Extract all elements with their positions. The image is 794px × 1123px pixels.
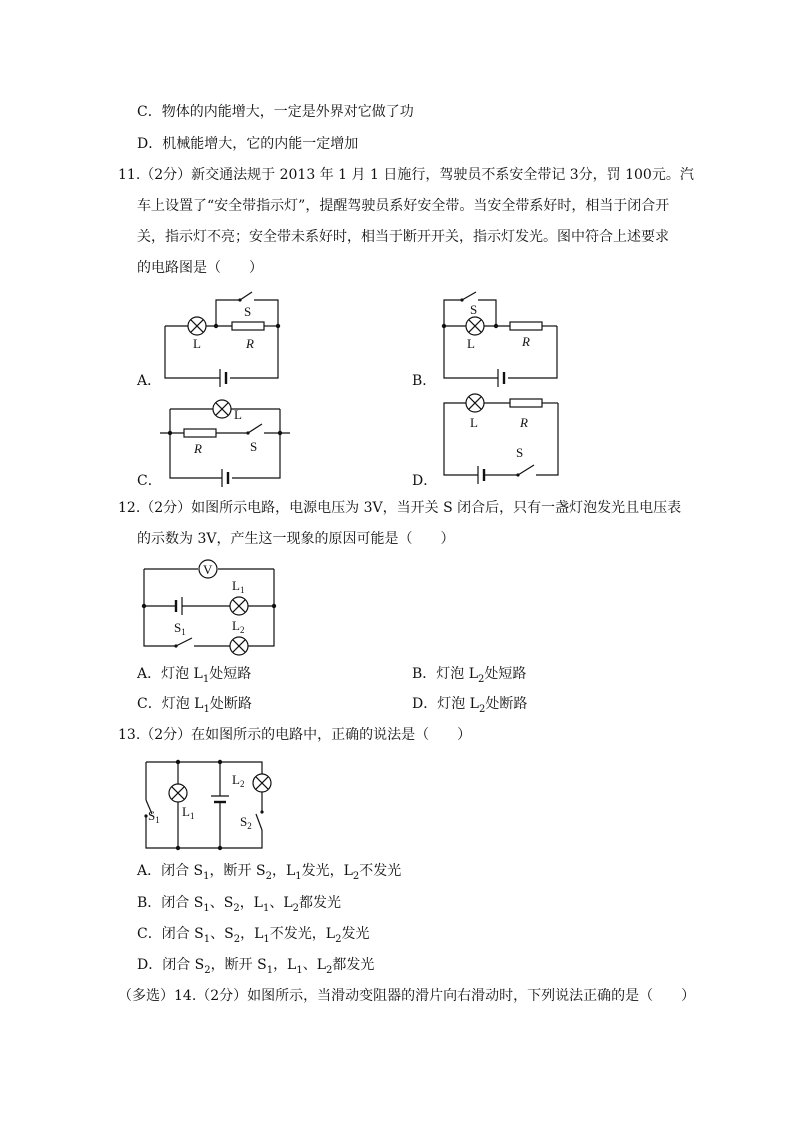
lamp-label: L [234, 407, 242, 422]
q11-stem-line4: 的电路图是（ ） [137, 260, 263, 276]
switch-label: S [516, 445, 524, 460]
q11-circuit-c [160, 393, 290, 488]
switch-label: S [470, 302, 478, 317]
q11-stem-line1: 11.（2分）新交通法规于 2013 年 1 月 1 日施行，驾驶员不系安全带记 3分，罚 100元。汽 [118, 167, 694, 183]
q12-stem-line2: 的示数为 3V，产生这一现象的原因可能是（ ） [137, 531, 455, 547]
q13-option-c: C．闭合 $S_1$、$S_2$，$L_1$不发光，$L_2$发光 [137, 926, 370, 945]
lamp-l2-label: $L_2$ [232, 772, 245, 789]
q13-stem-line1: 13.（2分）在如图所示的电路中，正确的说法是（ ） [118, 727, 472, 743]
resistor-label: R [520, 415, 528, 430]
q11-circuit-a [160, 290, 290, 385]
q11-label-a: A． [137, 373, 162, 389]
resistor-label: R [246, 336, 254, 351]
switch-s1-label: $S_1$ [174, 620, 186, 637]
lamp-l1-label: $L_1$ [232, 578, 245, 595]
q12-circuit [140, 556, 280, 656]
q11-label-b: B． [412, 373, 437, 389]
q13-option-d: D．闭合 $S_2$，断开 $S_1$，$L_1$、$L_2$都发光 [137, 957, 375, 976]
resistor-label: R [522, 334, 530, 349]
q14-stem-line1: （多选）14.（2分）如图所示，当滑动变阻器的滑片向右滑动时，下列说法正确的是（ ） [118, 988, 696, 1004]
lamp-l2-label: $L_2$ [232, 618, 245, 635]
q11-circuit-b [440, 290, 570, 385]
q10-option-c: C．物体的内能增大，一定是外界对它做了功 [137, 104, 414, 120]
lamp-l1-label: $L_1$ [182, 804, 195, 821]
q10-option-d: D．机械能增大，它的内能一定增加 [137, 136, 359, 152]
switch-s1-label: $S_1$ [148, 808, 160, 825]
q11-circuit-d [440, 393, 570, 488]
voltmeter-label: V [203, 562, 213, 577]
switch-label: S [250, 439, 258, 454]
q13-option-a: A．闭合 $S_1$，断开 $S_2$，$L_1$发光，$L_2$不发光 [137, 863, 402, 882]
q12-option-c: C．灯泡 $L_1$处断路 [137, 696, 252, 715]
switch-s2-label: $S_2$ [240, 814, 252, 831]
q12-stem-line1: 12.（2分）如图所示电路，电源电压为 3V，当开关 S 闭合后，只有一盏灯泡发光且电压表 [118, 500, 682, 516]
lamp-label: L [193, 336, 201, 351]
q11-label-d: D． [412, 473, 438, 489]
q12-option-b: B．灯泡 $L_2$处短路 [412, 666, 527, 685]
lamp-label: L [470, 415, 478, 430]
q13-circuit [140, 756, 280, 856]
lamp-label: L [467, 336, 475, 351]
q11-stem-line2: 车上设置了“安全带指示灯”，提醒驾驶员系好安全带。当安全带系好时，相当于闭合开 [137, 198, 670, 214]
switch-label: S [244, 304, 252, 319]
q11-stem-line3: 关，指示灯不亮；安全带未系好时，相当于断开开关，指示灯发光。图中符合上述要求 [137, 229, 669, 245]
q12-option-a: A．灯泡 $L_1$处短路 [137, 666, 252, 685]
q12-option-d: D．灯泡 $L_2$处断路 [412, 696, 528, 715]
resistor-label: R [194, 441, 202, 456]
q11-label-c: C． [137, 473, 162, 489]
q13-option-b: B．闭合 $S_1$、$S_2$，$L_1$、$L_2$都发光 [137, 895, 342, 914]
